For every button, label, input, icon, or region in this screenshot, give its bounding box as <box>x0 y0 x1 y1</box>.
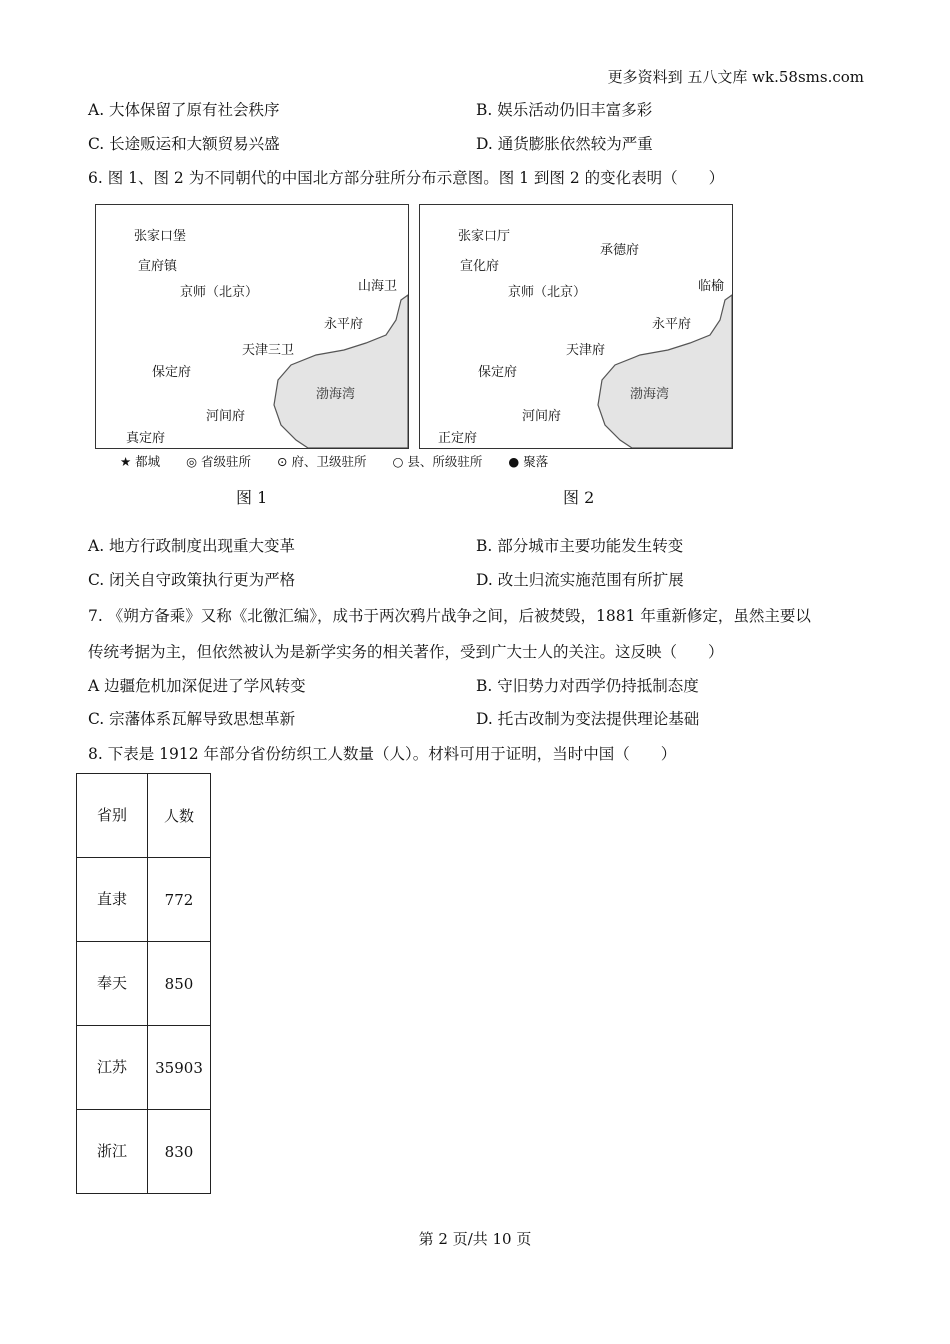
table-header-cell: 省别 <box>77 774 148 858</box>
table-cell-count: 772 <box>148 858 211 942</box>
map-legend <box>120 452 570 470</box>
map2-label: 保定府 <box>478 365 518 380</box>
table-cell-count: 830 <box>148 1110 211 1194</box>
map-figure-1 <box>95 204 409 449</box>
map2-label: 宣化府 <box>460 259 500 274</box>
map2-label: 临榆 <box>698 279 725 294</box>
legend-province: ◎ 省级驻所 <box>186 454 252 469</box>
q7-stem-line1: 7. 《朔方备乘》又称《北徼汇编》，成书于两次鸦片战争之间，后被焚毁，1881 年重新修定，虽然主要以 <box>88 607 811 625</box>
map1-label: 山海卫 <box>358 279 398 294</box>
q6-option-b: B. 部分城市主要功能发生转变 <box>476 537 684 555</box>
table-row <box>77 1110 211 1194</box>
map1-label: 张家口堡 <box>134 229 187 244</box>
page-header: 更多资料到 五八文库 wk.58sms.com <box>607 68 864 86</box>
map2-label: 天津府 <box>566 343 606 358</box>
q6-option-a: A. 地方行政制度出现重大变革 <box>88 537 296 555</box>
map2-label: 河间府 <box>522 409 562 424</box>
map2-label: 正定府 <box>438 431 478 446</box>
q5-option-d: D. 通货膨胀依然较为严重 <box>476 135 653 153</box>
table-cell-count: 35903 <box>148 1026 211 1110</box>
legend-county: ○ 县、所级驻所 <box>392 454 483 469</box>
table-row <box>77 942 211 1026</box>
table-header-row <box>77 774 211 858</box>
q7-option-d: D. 托古改制为变法提供理论基础 <box>476 710 700 728</box>
q5-option-a: A. 大体保留了原有社会秩序 <box>88 101 280 119</box>
map2-label: 张家口厅 <box>458 229 511 244</box>
legend-prefecture: ⊙ 府、卫级驻所 <box>277 454 367 469</box>
q6-option-c: C. 闭关自守政策执行更为严格 <box>88 571 296 589</box>
table-header-cell: 人数 <box>148 774 211 858</box>
q8-stem: 8. 下表是 1912 年部分省份纺织工人数量（人）。材料可用于证明，当时中国（ ） <box>88 745 677 763</box>
legend-settlement: ● 聚落 <box>508 454 549 469</box>
map-figure-2 <box>419 204 733 449</box>
table-cell-province: 江苏 <box>77 1026 148 1110</box>
q5-option-c: C. 长途贩运和大额贸易兴盛 <box>88 135 280 153</box>
map2-label: 京师（北京） <box>508 285 587 300</box>
q7-option-c: C. 宗藩体系瓦解导致思想革新 <box>88 710 296 728</box>
textile-workers-table <box>76 773 211 1194</box>
figure-1-caption: 图 1 <box>236 488 268 507</box>
table-cell-province: 浙江 <box>77 1110 148 1194</box>
table-cell-province: 直隶 <box>77 858 148 942</box>
q7-option-b: B. 守旧势力对西学仍持抵制态度 <box>476 677 699 695</box>
map1-label: 河间府 <box>206 409 246 424</box>
map1-label: 保定府 <box>152 365 192 380</box>
table-cell-count: 850 <box>148 942 211 1026</box>
q6-option-d: D. 改土归流实施范围有所扩展 <box>476 571 684 589</box>
figure-2-caption: 图 2 <box>563 488 595 507</box>
map1-label: 宣府镇 <box>138 259 178 274</box>
q5-option-b: B. 娱乐活动仍旧丰富多彩 <box>476 101 653 119</box>
legend-capital: ★ 都城 <box>120 454 161 469</box>
map1-label: 永平府 <box>324 317 364 332</box>
q7-option-a: A 边疆危机加深促进了学风转变 <box>88 677 306 695</box>
page-footer: 第 2 页/共 10 页 <box>418 1230 532 1248</box>
table-cell-province: 奉天 <box>77 942 148 1026</box>
table-row <box>77 858 211 942</box>
map1-label: 真定府 <box>126 431 166 446</box>
map2-label: 承德府 <box>600 243 640 258</box>
map1-label: 天津三卫 <box>242 343 295 358</box>
q6-stem: 6. 图 1、图 2 为不同朝代的中国北方部分驻所分布示意图。图 1 到图 2 的变化表明（ ） <box>88 169 725 187</box>
map2-sea-label: 渤海湾 <box>630 387 670 402</box>
map1-sea-label: 渤海湾 <box>316 387 356 402</box>
map2-label: 永平府 <box>652 317 692 332</box>
map1-label: 京师（北京） <box>180 285 259 300</box>
q7-stem-line2: 传统考据为主，但依然被认为是新学实务的相关著作，受到广大士人的关注。这反映（ ） <box>88 643 724 661</box>
table-row <box>77 1026 211 1110</box>
